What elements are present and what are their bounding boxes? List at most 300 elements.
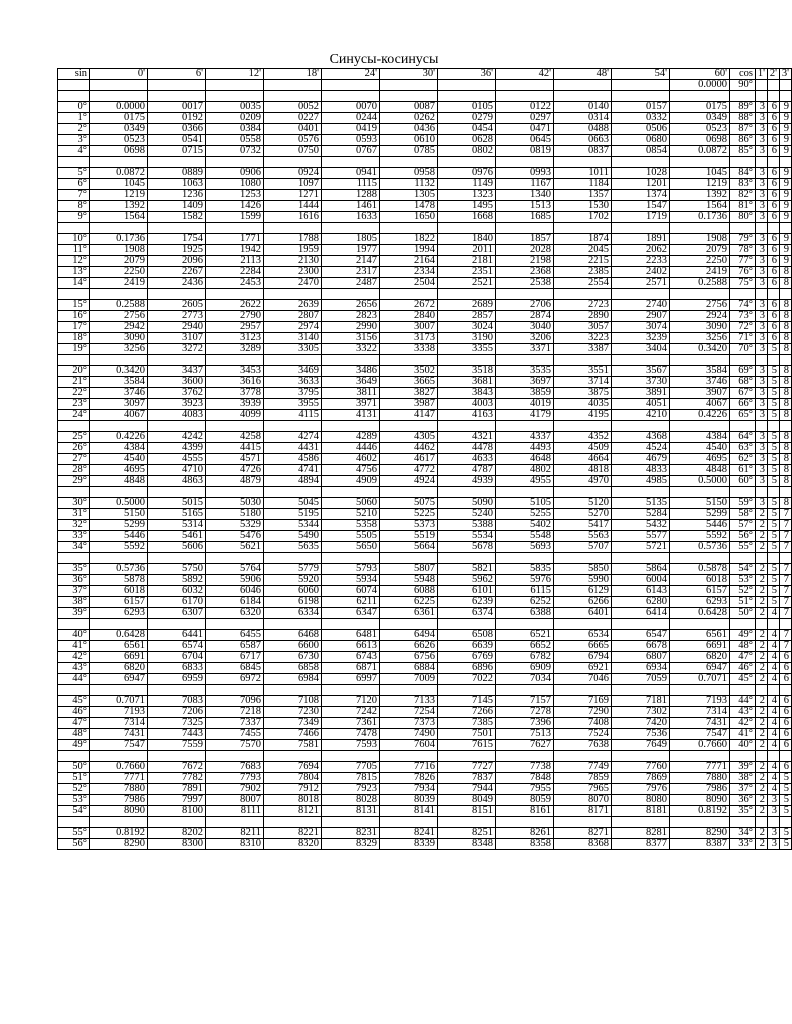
value-cell: 2215 xyxy=(554,256,612,267)
value-cell: 1444 xyxy=(264,201,322,212)
table-row xyxy=(58,531,792,542)
diff-cell: 9 xyxy=(780,124,792,135)
value-cell: 0436 xyxy=(380,124,438,135)
angle-cell: 3° xyxy=(58,135,90,146)
cos-angle-cell: 49° xyxy=(730,630,756,641)
value-cell: 2790 xyxy=(206,311,264,322)
value-cell: 3567 xyxy=(612,366,670,377)
diff-cell: 6 xyxy=(768,135,780,146)
value-cell: 5150 xyxy=(90,509,148,520)
value-cell: 3518 xyxy=(438,366,496,377)
value-cell: 4337 xyxy=(496,432,554,443)
value-cell: 1857 xyxy=(496,234,554,245)
value-cell: 4242 xyxy=(148,432,206,443)
table-row xyxy=(58,509,792,520)
value-cell: 1564 xyxy=(90,212,148,223)
table-row xyxy=(58,146,792,157)
value-cell: 3795 xyxy=(264,388,322,399)
value-cell: 7157 xyxy=(496,696,554,707)
value-cell: 8368 xyxy=(554,839,612,850)
value-cell: 8211 xyxy=(206,828,264,839)
diff-cell: 3 xyxy=(768,795,780,806)
value-cell: 1167 xyxy=(496,179,554,190)
value-cell: 7771 xyxy=(670,762,730,773)
cos-angle-cell: 52° xyxy=(730,586,756,597)
table-row xyxy=(58,597,792,608)
value-cell: 6414 xyxy=(612,608,670,619)
diff-cell: 4 xyxy=(768,729,780,740)
value-cell: 6934 xyxy=(612,663,670,674)
value-cell: 6704 xyxy=(148,652,206,663)
value-cell: 8271 xyxy=(554,828,612,839)
value-cell: 7965 xyxy=(554,784,612,795)
value-cell: 1219 xyxy=(90,190,148,201)
value-cell: 6909 xyxy=(496,663,554,674)
value-cell: 6170 xyxy=(148,597,206,608)
value-cell: 0976 xyxy=(438,168,496,179)
value-cell: 6871 xyxy=(322,663,380,674)
value-cell: 7738 xyxy=(496,762,554,773)
value-cell: 1357 xyxy=(554,190,612,201)
value-cell: 7059 xyxy=(612,674,670,685)
value-cell: 0750 xyxy=(264,146,322,157)
value-cell: 3600 xyxy=(148,377,206,388)
value-cell: 5373 xyxy=(380,520,438,531)
value-cell: 0663 xyxy=(554,135,612,146)
value-cell: 4602 xyxy=(322,454,380,465)
value-cell: 8329 xyxy=(322,839,380,850)
value-cell: 0.5000 xyxy=(670,476,730,487)
value-cell: 2807 xyxy=(264,311,322,322)
value-cell: 0993 xyxy=(496,168,554,179)
value-cell: 0785 xyxy=(380,146,438,157)
diff-cell: 8 xyxy=(780,454,792,465)
diff-cell: 6 xyxy=(780,729,792,740)
value-cell: 7826 xyxy=(380,773,438,784)
value-cell: 7536 xyxy=(612,729,670,740)
diff-cell: 6 xyxy=(780,652,792,663)
value-cell: 7431 xyxy=(670,718,730,729)
value-cell: 1219 xyxy=(670,179,730,190)
minute-header: 18' xyxy=(264,69,322,80)
value-cell: 4115 xyxy=(264,410,322,421)
value-cell: 7314 xyxy=(90,718,148,729)
value-cell: 0680 xyxy=(612,135,670,146)
angle-cell: 6° xyxy=(58,179,90,190)
value-cell: 7804 xyxy=(264,773,322,784)
value-cell: 7361 xyxy=(322,718,380,729)
diff-cell: 5 xyxy=(768,443,780,454)
group-separator xyxy=(58,421,792,432)
diff-cell: 4 xyxy=(768,652,780,663)
value-cell: 1840 xyxy=(438,234,496,245)
value-cell: 5864 xyxy=(612,564,670,575)
diff-cell: 2 xyxy=(756,729,768,740)
diff-cell: 3 xyxy=(768,828,780,839)
diff-cell: 7 xyxy=(780,564,792,575)
diff-cell: 7 xyxy=(780,608,792,619)
diff-cell: 8 xyxy=(780,465,792,476)
value-cell: 5563 xyxy=(554,531,612,542)
diff-cell: 2 xyxy=(756,674,768,685)
diff-cell: 3 xyxy=(756,465,768,476)
value-cell: 4818 xyxy=(554,465,612,476)
value-cell: 7604 xyxy=(380,740,438,751)
value-cell: 6807 xyxy=(612,652,670,663)
diff-cell: 3 xyxy=(756,278,768,289)
value-cell: 7793 xyxy=(206,773,264,784)
angle-cell: 15° xyxy=(58,300,90,311)
value-cell: 6691 xyxy=(90,652,148,663)
value-cell: 0.7660 xyxy=(670,740,730,751)
group-separator xyxy=(58,553,792,564)
table-row xyxy=(58,630,792,641)
value-cell: 4415 xyxy=(206,443,264,454)
angle-cell: 52° xyxy=(58,784,90,795)
value-cell: 0419 xyxy=(322,124,380,135)
value-cell: 7716 xyxy=(380,762,438,773)
cos-angle-cell: 61° xyxy=(730,465,756,476)
value-cell: 6613 xyxy=(322,641,380,652)
diff-cell: 5 xyxy=(768,465,780,476)
value-cell: 6959 xyxy=(148,674,206,685)
value-cell: 8111 xyxy=(206,806,264,817)
value-cell: 1891 xyxy=(612,234,670,245)
value-cell: 4478 xyxy=(438,443,496,454)
cos-angle-cell: 46° xyxy=(730,663,756,674)
value-cell: 6921 xyxy=(554,663,612,674)
minute-header: 54' xyxy=(612,69,670,80)
value-cell: 3649 xyxy=(322,377,380,388)
table-row xyxy=(58,641,792,652)
table-row xyxy=(58,718,792,729)
value-cell: 1942 xyxy=(206,245,264,256)
value-cell: 5693 xyxy=(496,542,554,553)
value-cell: 3987 xyxy=(380,399,438,410)
diff-cell: 5 xyxy=(768,344,780,355)
value-cell: 1305 xyxy=(380,190,438,201)
value-cell: 7559 xyxy=(148,740,206,751)
value-cell: 7593 xyxy=(322,740,380,751)
value-cell: 6455 xyxy=(206,630,264,641)
value-cell: 2368 xyxy=(496,267,554,278)
angle-cell: 14° xyxy=(58,278,90,289)
value-cell: 6833 xyxy=(148,663,206,674)
value-cell: 7976 xyxy=(612,784,670,795)
value-cell: 4384 xyxy=(90,443,148,454)
value-cell: 1908 xyxy=(670,234,730,245)
value-cell: 2957 xyxy=(206,322,264,333)
value-cell: 5075 xyxy=(380,498,438,509)
diff-cell: 3 xyxy=(756,399,768,410)
subheader-cos: 90° xyxy=(730,80,756,91)
table-row xyxy=(58,784,792,795)
value-cell: 5255 xyxy=(496,509,554,520)
value-cell: 7193 xyxy=(90,707,148,718)
diff-cell: 4 xyxy=(768,641,780,652)
value-cell: 7513 xyxy=(496,729,554,740)
diff-cell: 3 xyxy=(756,443,768,454)
value-cell: 2147 xyxy=(322,256,380,267)
table-row xyxy=(58,586,792,597)
value-cell: 3057 xyxy=(554,322,612,333)
value-cell: 0558 xyxy=(206,135,264,146)
value-cell: 1392 xyxy=(670,190,730,201)
value-cell: 4879 xyxy=(206,476,264,487)
cos-angle-cell: 56° xyxy=(730,531,756,542)
value-cell: 8181 xyxy=(612,806,670,817)
value-cell: 7145 xyxy=(438,696,496,707)
value-cell: 7848 xyxy=(496,773,554,784)
table-row xyxy=(58,377,792,388)
value-cell: 3502 xyxy=(380,366,438,377)
angle-cell: 39° xyxy=(58,608,90,619)
value-cell: 4099 xyxy=(206,410,264,421)
diff-cell: 2 xyxy=(756,784,768,795)
value-cell: 0889 xyxy=(148,168,206,179)
value-cell: 4710 xyxy=(148,465,206,476)
value-cell: 5432 xyxy=(612,520,670,531)
cos-angle-cell: 60° xyxy=(730,476,756,487)
value-cell: 0854 xyxy=(612,146,670,157)
value-cell: 4787 xyxy=(438,465,496,476)
value-cell: 1063 xyxy=(148,179,206,190)
value-cell: 6088 xyxy=(380,586,438,597)
table-row xyxy=(58,608,792,619)
value-cell: 3223 xyxy=(554,333,612,344)
value-cell: 4274 xyxy=(264,432,322,443)
table-row xyxy=(58,762,792,773)
value-cell: 7649 xyxy=(612,740,670,751)
sine-cosine-table xyxy=(57,68,792,850)
value-cell: 4035 xyxy=(554,399,612,410)
angle-cell: 54° xyxy=(58,806,90,817)
angle-cell: 38° xyxy=(58,597,90,608)
value-cell: 1771 xyxy=(206,234,264,245)
value-cell: 7266 xyxy=(438,707,496,718)
diff-cell: 2 xyxy=(756,586,768,597)
diff-cell: 7 xyxy=(780,542,792,553)
value-cell: 1080 xyxy=(206,179,264,190)
value-cell: 4003 xyxy=(438,399,496,410)
value-cell: 8241 xyxy=(380,828,438,839)
value-cell: 7290 xyxy=(554,707,612,718)
diff-header: 3' xyxy=(780,69,792,80)
value-cell: 0.3420 xyxy=(90,366,148,377)
diff-cell: 8 xyxy=(780,278,792,289)
value-cell: 5461 xyxy=(148,531,206,542)
minute-header: 60' xyxy=(670,69,730,80)
value-cell: 3090 xyxy=(90,333,148,344)
value-cell: 1374 xyxy=(612,190,670,201)
cos-angle-cell: 48° xyxy=(730,641,756,652)
value-cell: 0157 xyxy=(612,102,670,113)
cos-angle-cell: 44° xyxy=(730,696,756,707)
value-cell: 3551 xyxy=(554,366,612,377)
angle-cell: 4° xyxy=(58,146,90,157)
angle-cell: 41° xyxy=(58,641,90,652)
header-row xyxy=(58,69,792,80)
value-cell: 0.0872 xyxy=(670,146,730,157)
value-cell: 4894 xyxy=(264,476,322,487)
value-cell: 6320 xyxy=(206,608,264,619)
value-cell: 2656 xyxy=(322,300,380,311)
cos-angle-cell: 69° xyxy=(730,366,756,377)
angle-cell: 36° xyxy=(58,575,90,586)
angle-cell: 30° xyxy=(58,498,90,509)
table-row xyxy=(58,476,792,487)
diff-cell: 2 xyxy=(756,663,768,674)
value-cell: 6947 xyxy=(90,674,148,685)
value-cell: 7218 xyxy=(206,707,264,718)
angle-cell: 51° xyxy=(58,773,90,784)
value-cell: 2756 xyxy=(670,300,730,311)
group-separator xyxy=(58,91,792,102)
group-separator xyxy=(58,619,792,630)
value-cell: 8281 xyxy=(612,828,670,839)
value-cell: 7431 xyxy=(90,729,148,740)
value-cell: 6691 xyxy=(670,641,730,652)
group-separator xyxy=(58,751,792,762)
table-row xyxy=(58,839,792,850)
table-row xyxy=(58,432,792,443)
value-cell: 2402 xyxy=(612,267,670,278)
value-cell: 3338 xyxy=(380,344,438,355)
table-row xyxy=(58,443,792,454)
diff-cell: 8 xyxy=(780,498,792,509)
value-cell: 6717 xyxy=(206,652,264,663)
diff-cell: 4 xyxy=(768,608,780,619)
diff-cell: 3 xyxy=(756,454,768,465)
value-cell: 0175 xyxy=(670,102,730,113)
value-cell: 4163 xyxy=(438,410,496,421)
value-cell: 6388 xyxy=(496,608,554,619)
table-row xyxy=(58,806,792,817)
table-row xyxy=(58,311,792,322)
value-cell: 7478 xyxy=(322,729,380,740)
value-cell: 7880 xyxy=(90,784,148,795)
angle-cell: 32° xyxy=(58,520,90,531)
value-cell: 5948 xyxy=(380,575,438,586)
value-cell: 5314 xyxy=(148,520,206,531)
diff-cell: 3 xyxy=(756,146,768,157)
cos-angle-cell: 55° xyxy=(730,542,756,553)
diff-cell: 6 xyxy=(768,256,780,267)
cos-angle-cell: 65° xyxy=(730,410,756,421)
diff-cell: 3 xyxy=(756,410,768,421)
value-cell: 1236 xyxy=(148,190,206,201)
value-cell: 3437 xyxy=(148,366,206,377)
value-cell: 2028 xyxy=(496,245,554,256)
value-cell: 3714 xyxy=(554,377,612,388)
page-title: Синусы-косинусы xyxy=(329,52,439,67)
table-row xyxy=(58,124,792,135)
diff-header: 2' xyxy=(768,69,780,80)
value-cell: 1253 xyxy=(206,190,264,201)
diff-cell: 9 xyxy=(780,256,792,267)
value-cell: 2453 xyxy=(206,278,264,289)
value-cell: 0070 xyxy=(322,102,380,113)
value-cell: 4909 xyxy=(322,476,380,487)
value-cell: 3665 xyxy=(380,377,438,388)
value-cell: 0.5000 xyxy=(90,498,148,509)
value-cell: 6211 xyxy=(322,597,380,608)
angle-cell: 42° xyxy=(58,652,90,663)
table-row xyxy=(58,102,792,113)
value-cell: 8131 xyxy=(322,806,380,817)
cos-angle-cell: 62° xyxy=(730,454,756,465)
value-cell: 5388 xyxy=(438,520,496,531)
cos-angle-cell: 80° xyxy=(730,212,756,223)
value-cell: 5793 xyxy=(322,564,380,575)
value-cell: 1805 xyxy=(322,234,380,245)
cos-angle-cell: 73° xyxy=(730,311,756,322)
table-body xyxy=(58,91,792,850)
table-row xyxy=(58,564,792,575)
value-cell: 6018 xyxy=(670,575,730,586)
value-cell: 7869 xyxy=(612,773,670,784)
table-row xyxy=(58,322,792,333)
value-cell: 5135 xyxy=(612,498,670,509)
value-cell: 3811 xyxy=(322,388,380,399)
value-cell: 0924 xyxy=(264,168,322,179)
diff-cell: 5 xyxy=(780,839,792,850)
value-cell: 0332 xyxy=(612,113,670,124)
value-cell: 7009 xyxy=(380,674,438,685)
cos-angle-cell: 83° xyxy=(730,179,756,190)
diff-cell: 2 xyxy=(756,828,768,839)
value-cell: 4431 xyxy=(264,443,322,454)
value-cell: 8171 xyxy=(554,806,612,817)
diff-cell: 9 xyxy=(780,168,792,179)
value-cell: 6756 xyxy=(380,652,438,663)
value-cell: 5592 xyxy=(90,542,148,553)
value-cell: 3289 xyxy=(206,344,264,355)
angle-cell: 21° xyxy=(58,377,90,388)
cos-angle-cell: 82° xyxy=(730,190,756,201)
value-cell: 4540 xyxy=(90,454,148,465)
minute-header: 6' xyxy=(148,69,206,80)
value-cell: 6769 xyxy=(438,652,496,663)
diff-cell: 3 xyxy=(756,245,768,256)
angle-cell: 17° xyxy=(58,322,90,333)
value-cell: 1633 xyxy=(322,212,380,223)
value-cell: 0906 xyxy=(206,168,264,179)
value-cell: 1028 xyxy=(612,168,670,179)
angle-cell: 53° xyxy=(58,795,90,806)
cos-angle-cell: 85° xyxy=(730,146,756,157)
value-cell: 0.5736 xyxy=(670,542,730,553)
angle-cell: 9° xyxy=(58,212,90,223)
value-cell: 1959 xyxy=(264,245,322,256)
minute-header: 12' xyxy=(206,69,264,80)
value-cell: 4147 xyxy=(380,410,438,421)
diff-cell: 5 xyxy=(768,454,780,465)
value-cell: 0.1736 xyxy=(90,234,148,245)
angle-cell: 19° xyxy=(58,344,90,355)
cos-angle-cell: 87° xyxy=(730,124,756,135)
value-cell: 3256 xyxy=(670,333,730,344)
diff-cell: 8 xyxy=(780,476,792,487)
value-cell: 4695 xyxy=(670,454,730,465)
value-cell: 2890 xyxy=(554,311,612,322)
diff-cell: 4 xyxy=(768,784,780,795)
value-cell: 4067 xyxy=(90,410,148,421)
value-cell: 6481 xyxy=(322,630,380,641)
diff-cell: 7 xyxy=(780,597,792,608)
value-cell: 5878 xyxy=(90,575,148,586)
angle-cell: 5° xyxy=(58,168,90,179)
